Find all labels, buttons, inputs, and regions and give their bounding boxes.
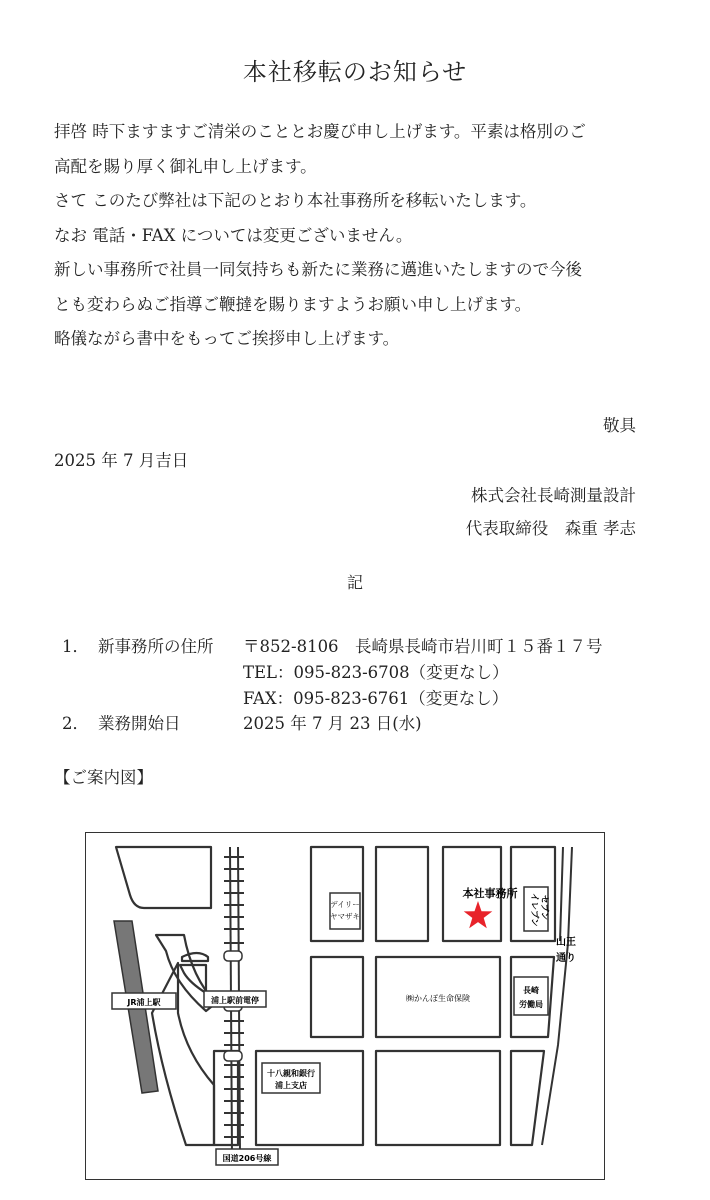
ki-heading: 記 (346, 573, 363, 592)
item-label: 業務開始日 (98, 714, 181, 733)
body-line: 拝啓 時下ますますご清栄のこととお慶び申し上げます。平素は格別のご (54, 122, 586, 141)
page-title: 本社移転のお知らせ (242, 58, 468, 86)
map-block (511, 1051, 544, 1145)
body-line: さて このたび弊社は下記のとおり本社事務所を移転いたします。 (54, 191, 537, 210)
seven-eleven-label: セブン (539, 895, 549, 921)
tel-line: TEL：095-823-6708（変更なし） (243, 663, 509, 682)
route-label: 国道206号線 (222, 1154, 272, 1163)
head-office-label: 本社事務所 (462, 887, 518, 900)
company-name: 株式会社長崎測量設計 (471, 486, 636, 505)
item-number: 2． (62, 714, 89, 733)
map-block (376, 1051, 500, 1145)
labor-bureau-label: 労働局 (519, 1000, 543, 1009)
sanno-road-label: 山王 (556, 937, 576, 948)
location-map (85, 832, 605, 1180)
item-address (62, 633, 603, 657)
body-line: 高配を賜り厚く御礼申し上げます。 (54, 156, 317, 176)
map-block (376, 847, 428, 941)
greeting-body (54, 118, 654, 360)
labor-bureau-label: 長崎 (523, 986, 539, 995)
representative: 代表取締役 森重 孝志 (465, 519, 636, 538)
body-line: なお 電話・FAX については変更ございません。 (54, 225, 413, 245)
tram-stop-marker (224, 1051, 242, 1061)
body-line: 略儀ながら書中をもってご挨拶申し上げます。 (54, 329, 400, 348)
item-label: 新事務所の住所 (98, 637, 214, 656)
map-block (182, 953, 208, 961)
head-office-star-icon (464, 901, 493, 928)
item-number: 1． (62, 637, 89, 656)
body-line: 新しい事務所で社員一同気持ちも新たに業務に邁進いたしますので今後 (54, 260, 582, 279)
daily-label: ヤマザキ (330, 912, 360, 921)
address-value: 〒852-8106 長崎県長崎市岩川町１５番１７号 (243, 637, 603, 656)
seven-eleven-label: イレブン (529, 893, 539, 927)
closing-word: 敬具 (603, 416, 636, 435)
issue-date: 2025 年 7 月吉日 (54, 451, 189, 470)
road-line (560, 847, 563, 941)
tram-stop-label: 浦上駅前電停 (211, 996, 259, 1005)
bank-label: 十八親和銀行 (267, 1069, 315, 1078)
daily-label: デイリー (330, 900, 360, 909)
jr-station-label: JR浦上駅 (127, 998, 161, 1007)
fax-line: FAX：095-823-6761（変更なし） (243, 689, 509, 708)
daily-box (330, 893, 360, 929)
bank-label: 浦上支店 (275, 1081, 307, 1090)
map-heading: 【ご案内図】 (54, 768, 153, 787)
sanno-road-label: 通り (556, 953, 576, 964)
body-line: とも変わらぬご指導ご鞭撻を賜りますようお願い申し上げます。 (54, 294, 532, 314)
insurance-label: ㈱かんぽ生命保険 (406, 994, 470, 1003)
tram-stop-marker (224, 951, 242, 961)
map-block (116, 847, 211, 908)
item-start-date (62, 710, 422, 734)
map-svg (86, 833, 604, 1179)
labor-bureau-box (514, 977, 548, 1015)
map-block (311, 957, 363, 1037)
start-date-value: 2025 年 7 月 23 日(水) (243, 714, 422, 733)
